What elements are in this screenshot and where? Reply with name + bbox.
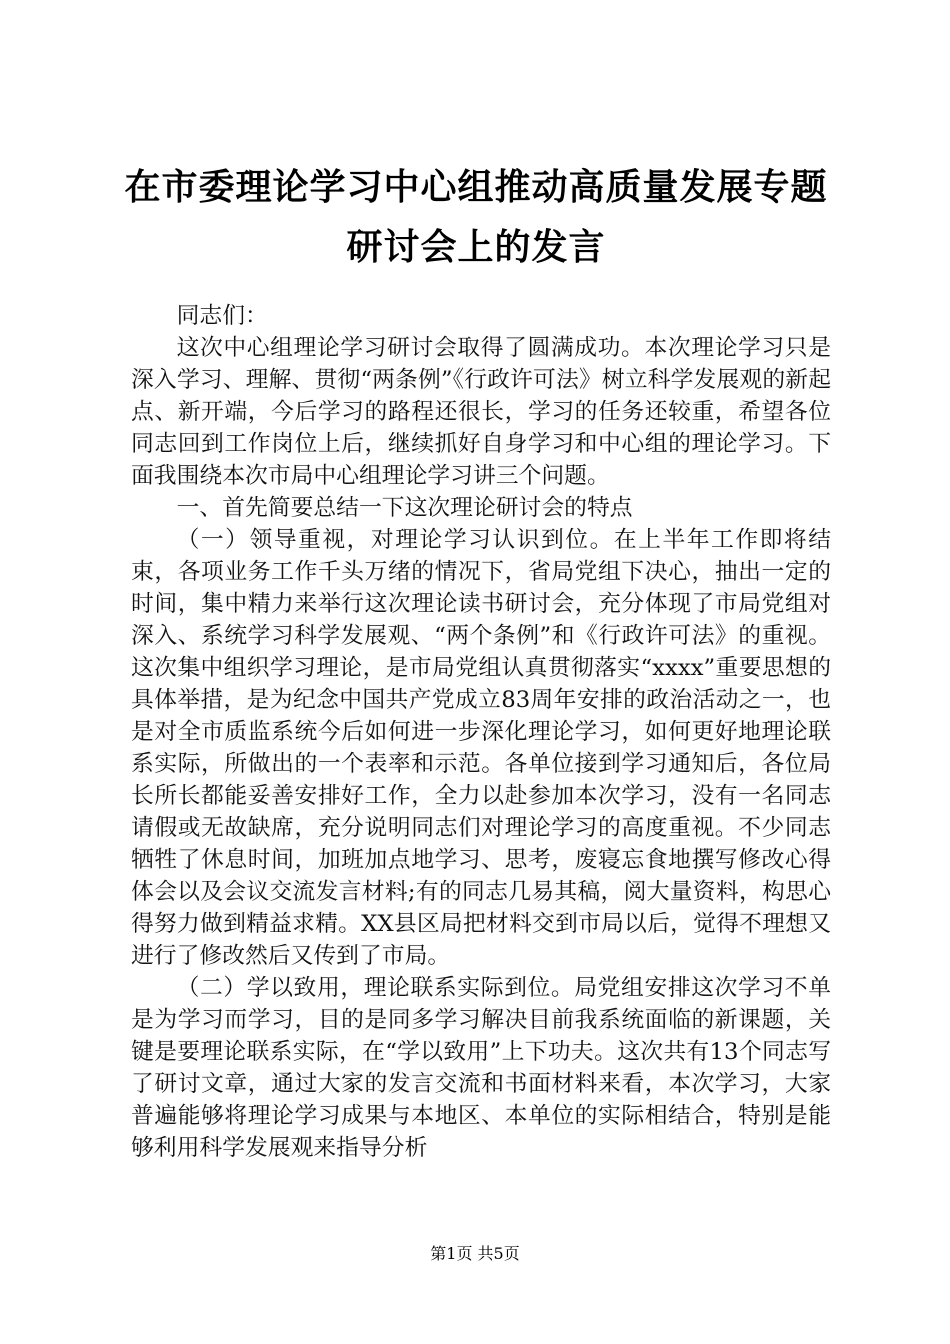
page-footer: 第1页 共5页 <box>430 1244 520 1263</box>
intro-paragraph: 这次中心组理论学习研讨会取得了圆满成功。本次理论学习只是深入学习、理解、贯彻“两条例”《行政许可法》树立科学发展观的新起点、新开端，今后学习的路程还很长，学习的任务还较重，希望各位同志回到工作岗位上后，继续抓好自身学习和中心组的理论学习。下面我围绕本次市局中心组理论学习讲三个问题。 <box>131 335 831 489</box>
section-heading: 一、首先简要总结一下这次理论研讨会的特点 <box>176 495 633 521</box>
document-body <box>131 300 831 1164</box>
salutation-paragraph: 同志们： <box>176 303 268 329</box>
document-title: 在市委理论学习中心组推动高质量发展专题研讨会上的发言 <box>124 167 828 268</box>
point-two-paragraph: （二）学以致用，理论联系实际到位。局党组安排这次学习不单是为学习而学习，目的是同多学习解决目前我系统面临的新课题，关键是要理论联系实际，在“学以致用”上下功夫。这次共有13个同志写了研讨文章，通过大家的发言交流和书面材料来看，本次学习，大家普遍能够将理论学习成果与本地区、本单位的实际相结合，特别是能够利用科学发展观来指导分析 <box>131 975 831 1161</box>
point-one-paragraph: （一）领导重视，对理论学习认识到位。在上半年工作即将结束，各项业务工作千头万绪的情况下，省局党组下决心，抽出一定的时间，集中精力来举行这次理论读书研讨会，充分体现了市局党组对深入、系统学习科学发展观、“两个条例”和《行政许可法》的重视。这次集中组织学习理论，是市局党组认真贯彻落实“xxxx”重要思想的具体举措，是为纪念中国共产党成立83周年安排的政治活动之一，也是对全市质监系统今后如何进一步深化理论学习，如何更好地理论联系实际，所做出的一个表率和示范。各单位接到学习通知后，各位局长所长都能妥善安排好工作，全力以赴参加本次学习，没有一名同志请假或无故缺席，充分说明同志们对理论学习的高度重视。不少同志牺牲了休息时间，加班加点地学习、思考，废寝忘食地撰写修改心得体会以及会议交流发言材料;有的同志几易其稿，阅大量资料，构思心得努力做到精益求精。XX县区局把材料交到市局以后，觉得不理想又进行了修改然后又传到了市局。 <box>131 527 831 969</box>
